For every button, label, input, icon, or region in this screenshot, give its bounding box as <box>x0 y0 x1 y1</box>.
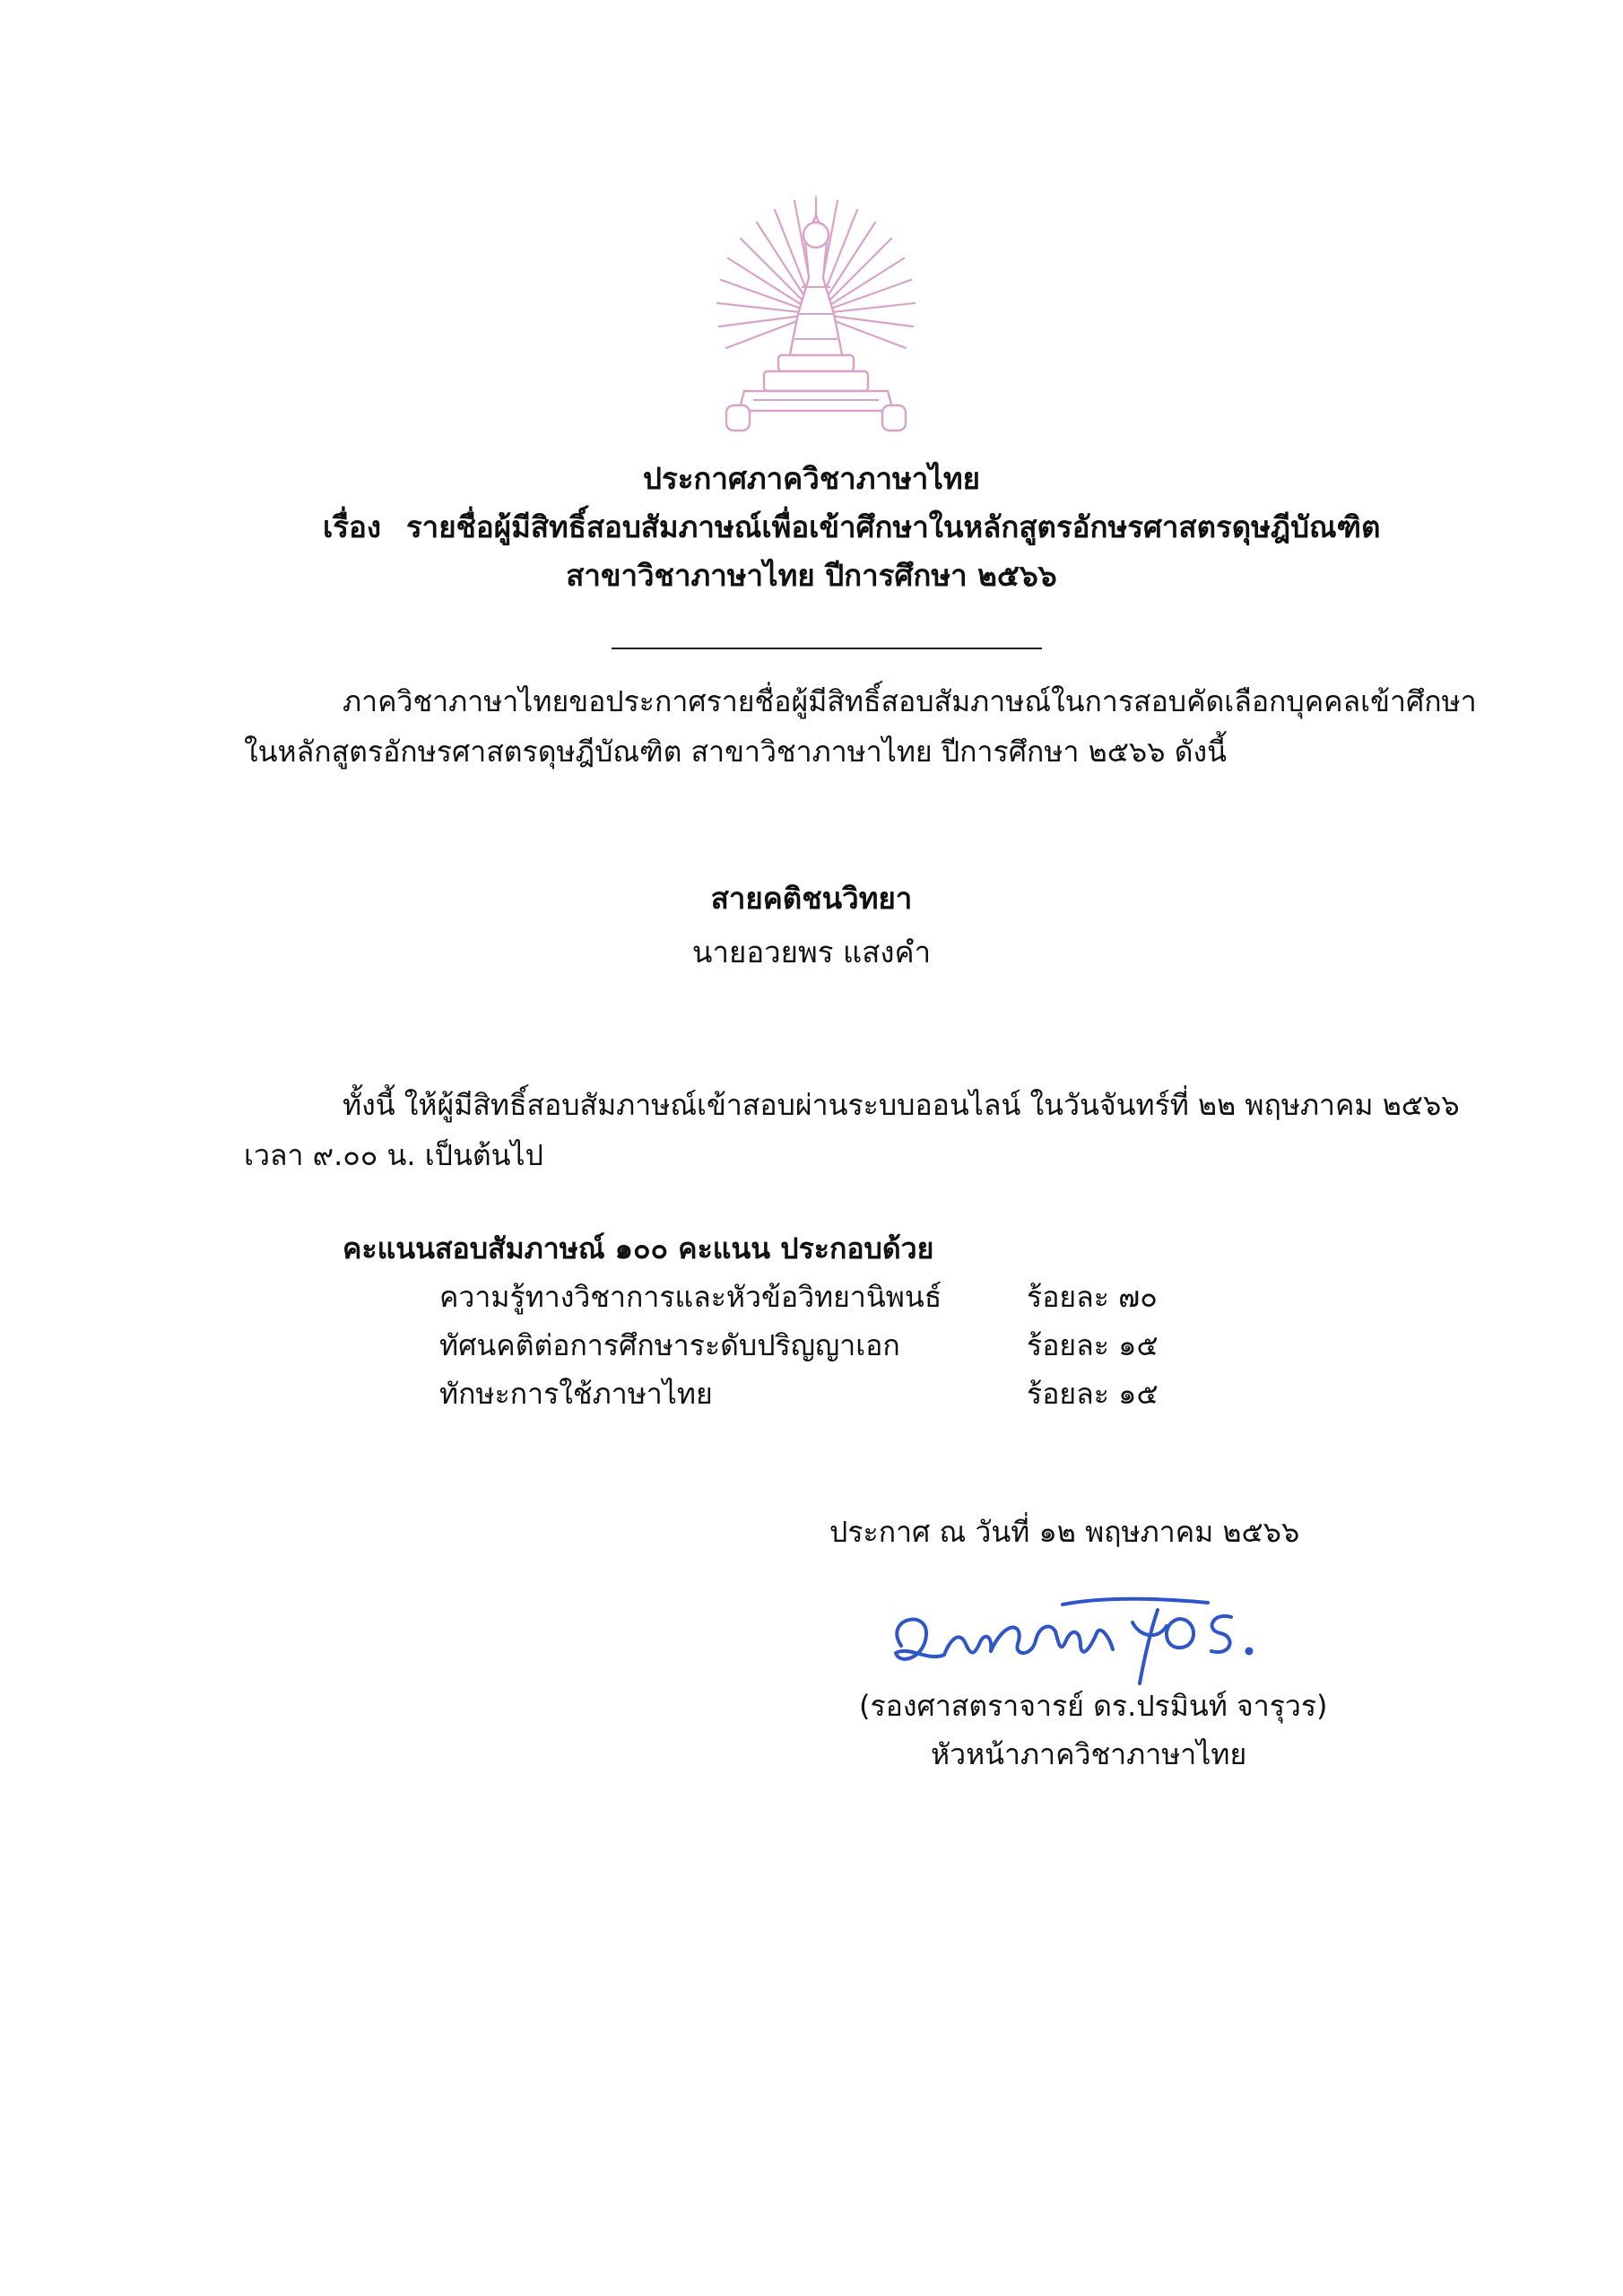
score-item-weight: ร้อยละ ๗๐ <box>1027 1280 1158 1314</box>
intro-line-1: ภาควิชาภาษาไทยขอประกาศรายชื่อผู้มีสิทธิ์สอบสัมภาษณ์ในการสอบคัดเลือกบุคคลเข้าศึกษา <box>343 684 1477 718</box>
candidate-name: นายอวยพร แสงคำ <box>691 935 932 970</box>
signer-position: หัวหน้าภาควิชาภาษาไทย <box>931 1737 1247 1771</box>
subject-label: เรื่อง <box>323 509 381 544</box>
university-emblem-icon <box>708 179 924 439</box>
scoring-heading: คะแนนสอบสัมภาษณ์ ๑๐๐ คะแนน ประกอบด้วย <box>343 1231 934 1265</box>
subject-line <box>323 508 1380 547</box>
schedule-line-1: ทั้งนี้ ให้ผู้มีสิทธิ์สอบสัมภาษณ์เข้าสอบผ่านระบบออนไลน์ ในวันจันทร์ที่ ๒๒ พฤษภาคม ๒๕๖๖ <box>343 1088 1460 1122</box>
announcement-date: ประกาศ ณ วันที่ ๑๒ พฤษภาคม ๒๕๖๖ <box>829 1515 1300 1549</box>
schedule-line-2: เวลา ๙.๐๐ น. เป็นต้นไป <box>244 1138 543 1172</box>
score-item-weight: ร้อยละ ๑๕ <box>1027 1328 1159 1362</box>
divider <box>612 648 1042 649</box>
page-title: ประกาศภาควิชาภาษาไทย <box>643 461 980 496</box>
intro-line-2: ในหลักสูตรอักษรศาสตรดุษฎีบัณฑิต สาขาวิชาภาษาไทย ปีการศึกษา ๒๕๖๖ ดังนี้ <box>244 735 1227 769</box>
signer-name: (รองศาสตราจารย์ ดร.ปรมินท์ จารุวร) <box>859 1689 1328 1723</box>
score-item-label: ทัศนคติต่อการศึกษาระดับปริญญาเอก <box>439 1328 900 1362</box>
handwritten-signature <box>874 1583 1296 1691</box>
subject-text: รายชื่อผู้มีสิทธิ์สอบสัมภาษณ์เพื่อเข้าศึกษาในหลักสูตรอักษรศาสตรดุษฎีบัณฑิต <box>405 509 1381 544</box>
score-item-label: ทักษะการใช้ภาษาไทย <box>439 1377 713 1411</box>
score-item-weight: ร้อยละ ๑๕ <box>1027 1377 1159 1411</box>
score-item-label: ความรู้ทางวิชาการและหัวข้อวิทยานิพนธ์ <box>439 1280 942 1314</box>
subject-line-2: สาขาวิชาภาษาไทย ปีการศึกษา ๒๕๖๖ <box>566 558 1057 593</box>
track-name: สายคติชนวิทยา <box>710 881 913 916</box>
